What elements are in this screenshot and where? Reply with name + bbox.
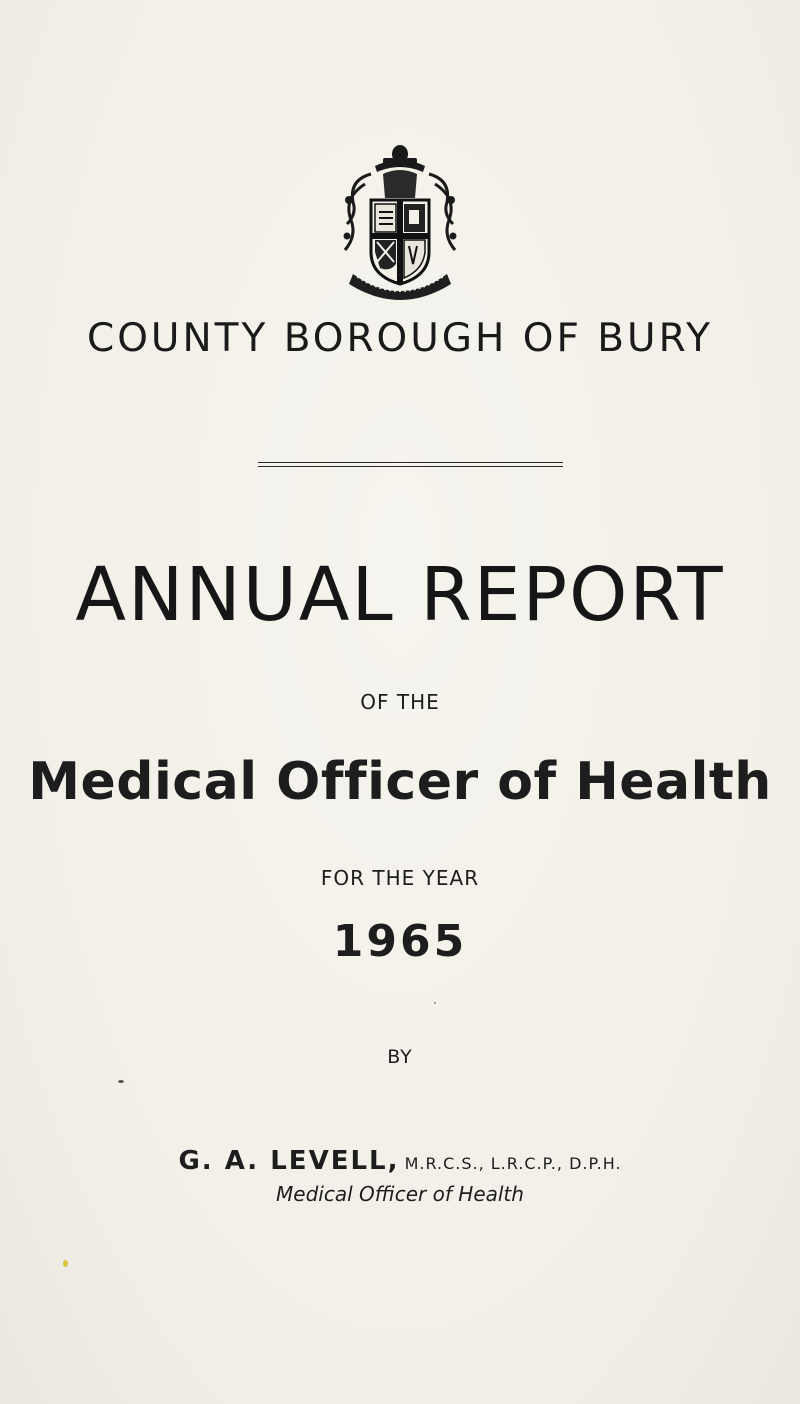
author-role: Medical Officer of Health bbox=[276, 1182, 524, 1206]
author-name: G. A. LEVELL, bbox=[178, 1146, 400, 1176]
county-borough-title: COUNTY BOROUGH OF BURY bbox=[87, 316, 713, 361]
report-year: 1965 bbox=[332, 916, 468, 967]
divider-rule-top bbox=[258, 462, 563, 463]
by-label: BY bbox=[387, 1046, 413, 1068]
author-qualifications: M.R.C.S., L.R.C.P., D.P.H. bbox=[404, 1154, 622, 1173]
annual-report-heading: ANNUAL REPORT bbox=[75, 552, 725, 638]
paper-speck bbox=[118, 1080, 124, 1083]
author-line bbox=[0, 1146, 800, 1176]
medical-officer-heading: Medical Officer of Health bbox=[28, 752, 772, 812]
paper-speck bbox=[63, 1260, 68, 1267]
for-the-year-label: FOR THE YEAR bbox=[320, 866, 480, 890]
coat-of-arms-icon bbox=[335, 140, 465, 300]
of-the-label: OF THE bbox=[360, 690, 440, 714]
divider-rule-bottom bbox=[258, 466, 563, 467]
paper-speck bbox=[434, 1002, 436, 1004]
